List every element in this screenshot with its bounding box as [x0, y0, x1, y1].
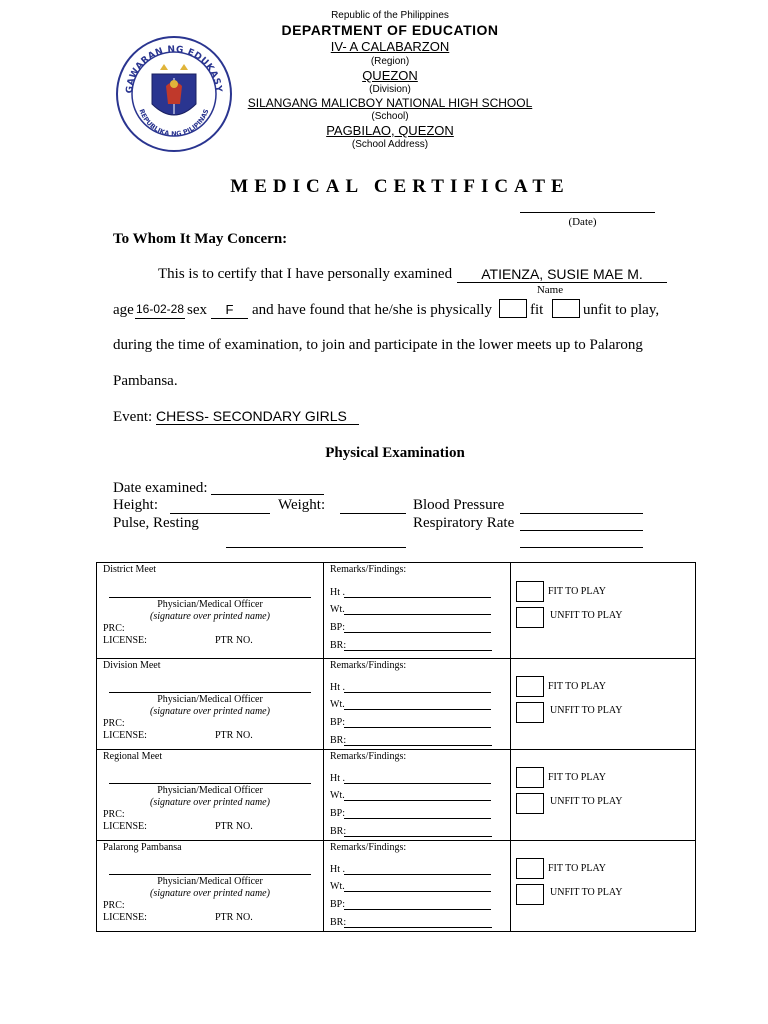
- fit-to-play-checkbox[interactable]: [516, 767, 544, 788]
- ptr-label: PTR NO.: [215, 730, 253, 741]
- bp-label: BP:: [330, 622, 346, 633]
- table-row: [97, 659, 696, 750]
- signature-label: (signature over printed name): [150, 706, 270, 717]
- respiratory-field[interactable]: [520, 530, 643, 531]
- bp-label: BP:: [330, 717, 346, 728]
- bp-label: BP:: [330, 899, 346, 910]
- br-label: BR:: [330, 917, 347, 928]
- signature-line[interactable]: [109, 874, 311, 875]
- fit-to-play-checkbox[interactable]: [516, 676, 544, 697]
- school-label: (School): [371, 111, 409, 122]
- weight-label: Weight:: [278, 497, 326, 513]
- physician-label: Physician/Medical Officer: [157, 785, 263, 796]
- unfit-to-play-checkbox[interactable]: [516, 607, 544, 628]
- meet-name: Palarong Pambansa: [103, 842, 182, 853]
- wt-field[interactable]: [344, 800, 491, 801]
- license-label: LICENSE:: [103, 821, 147, 832]
- ht-label: Ht .: [330, 864, 345, 875]
- license-label: LICENSE:: [103, 635, 147, 646]
- ptr-label: PTR NO.: [215, 635, 253, 646]
- remarks-label: Remarks/Findings:: [330, 751, 407, 762]
- unfit-to-play-label: UNFIT TO PLAY: [550, 796, 623, 807]
- ht-field[interactable]: [344, 783, 491, 784]
- bp-field[interactable]: [344, 909, 491, 910]
- date-label: (Date): [568, 216, 597, 228]
- br-label: BR:: [330, 640, 347, 651]
- department-title: DEPARTMENT OF EDUCATION: [281, 22, 499, 38]
- physician-cell: [97, 750, 324, 841]
- blood-pressure-label: Blood Pressure: [413, 497, 505, 513]
- signature-label: (signature over printed name): [150, 611, 270, 622]
- meets-table: [96, 562, 696, 932]
- unfit-to-play-checkbox[interactable]: [516, 702, 544, 723]
- unfit-to-play-label: UNFIT TO PLAY: [550, 705, 623, 716]
- division-value: QUEZON: [362, 68, 418, 83]
- unfit-to-play-checkbox[interactable]: [516, 793, 544, 814]
- wt-label: Wt.: [330, 790, 345, 801]
- prc-label: PRC:: [103, 718, 125, 729]
- table-row: [97, 841, 696, 932]
- found-text: and have found that he/she is physically: [252, 302, 492, 318]
- fit-to-play-checkbox[interactable]: [516, 581, 544, 602]
- fit-to-play-label: FIT TO PLAY: [548, 772, 606, 783]
- br-field[interactable]: [344, 650, 492, 651]
- date-line[interactable]: [520, 212, 655, 213]
- license-label: LICENSE:: [103, 912, 147, 923]
- age-label: age: [113, 302, 134, 318]
- bp-field[interactable]: [344, 632, 491, 633]
- signature-label: (signature over printed name): [150, 797, 270, 808]
- remarks-label: Remarks/Findings:: [330, 842, 407, 853]
- bp-field[interactable]: [344, 818, 491, 819]
- br-field[interactable]: [344, 836, 492, 837]
- wt-label: Wt.: [330, 604, 345, 615]
- physician-label: Physician/Medical Officer: [157, 876, 263, 887]
- unfit-checkbox[interactable]: [552, 299, 580, 318]
- fit-to-play-label: FIT TO PLAY: [548, 681, 606, 692]
- weight-field[interactable]: [340, 513, 406, 514]
- respiratory-label: Respiratory Rate: [413, 515, 515, 531]
- remarks-cell: [324, 563, 511, 659]
- fit-checkbox[interactable]: [499, 299, 527, 318]
- physician-cell: [97, 563, 324, 659]
- unfit-label: unfit to play,: [583, 302, 660, 318]
- fit-to-play-label: FIT TO PLAY: [548, 586, 606, 597]
- physician-cell: [97, 659, 324, 750]
- event-label: Event:: [113, 409, 153, 425]
- signature-label: (signature over printed name): [150, 888, 270, 899]
- age-field[interactable]: 16-02-28: [135, 302, 185, 319]
- bp-label: BP:: [330, 808, 346, 819]
- table-row: [97, 750, 696, 841]
- meet-name: Regional Meet: [103, 751, 163, 762]
- pulse-field[interactable]: [226, 547, 406, 548]
- name-field[interactable]: ATIENZA, SUSIE MAE M.: [457, 266, 667, 283]
- fitness-cell: [511, 659, 696, 750]
- school-value: SILANGANG MALICBOY NATIONAL HIGH SCHOOL: [247, 96, 533, 110]
- physician-label: Physician/Medical Officer: [157, 694, 263, 705]
- salutation: To Whom It May Concern:: [113, 231, 288, 247]
- fit-label: fit: [530, 302, 544, 318]
- name-label: Name: [536, 284, 564, 296]
- extra-field[interactable]: [520, 547, 643, 548]
- region-value: IV- A CALABARZON: [330, 39, 450, 54]
- fitness-cell: [511, 750, 696, 841]
- address-label: (School Address): [351, 139, 429, 150]
- physical-exam-heading: Physical Examination: [325, 445, 465, 461]
- remarks-label: Remarks/Findings:: [330, 660, 407, 671]
- certify-text: This is to certify that I have personally examined: [158, 266, 453, 282]
- fitness-cell: [511, 563, 696, 659]
- ht-field[interactable]: [344, 692, 491, 693]
- physician-label: Physician/Medical Officer: [157, 599, 263, 610]
- date-examined-label: Date examined:: [113, 480, 208, 496]
- wt-field[interactable]: [344, 891, 491, 892]
- ht-label: Ht .: [330, 682, 345, 693]
- remarks-cell: [324, 841, 511, 932]
- pulse-label: Pulse, Resting: [113, 515, 199, 531]
- ht-label: Ht .: [330, 773, 345, 784]
- remarks-label: Remarks/Findings:: [330, 564, 407, 575]
- prc-label: PRC:: [103, 900, 125, 911]
- height-label: Height:: [113, 497, 158, 513]
- prc-label: PRC:: [103, 809, 125, 820]
- wt-field[interactable]: [344, 614, 491, 615]
- signature-line[interactable]: [109, 597, 311, 598]
- svg-text:REPUBLIKA NG PILIPINAS: REPUBLIKA NG PILIPINAS: [137, 107, 211, 139]
- certificate-title: MEDICAL CERTIFICATE: [230, 176, 570, 197]
- physician-cell: [97, 841, 324, 932]
- height-field[interactable]: [170, 513, 270, 514]
- date-examined-field[interactable]: [211, 494, 324, 495]
- body-line-3: Pambansa.: [113, 373, 178, 389]
- unfit-to-play-label: UNFIT TO PLAY: [550, 887, 623, 898]
- br-label: BR:: [330, 826, 347, 837]
- bp-field[interactable]: [344, 727, 491, 728]
- ptr-label: PTR NO.: [215, 821, 253, 832]
- region-label: (Region): [370, 56, 410, 67]
- event-field[interactable]: CHESS- SECONDARY GIRLS: [156, 408, 359, 425]
- unfit-to-play-checkbox[interactable]: [516, 884, 544, 905]
- ht-field[interactable]: [344, 597, 491, 598]
- table-row: [97, 563, 696, 659]
- prc-label: PRC:: [103, 623, 125, 634]
- fit-to-play-checkbox[interactable]: [516, 858, 544, 879]
- signature-line[interactable]: [109, 692, 311, 693]
- body-line-2: during the time of examination, to join and participate in the lower meets up to Palarong: [113, 337, 643, 353]
- unfit-to-play-label: UNFIT TO PLAY: [550, 610, 623, 621]
- ht-field[interactable]: [344, 874, 491, 875]
- division-label: (Division): [369, 84, 411, 95]
- svg-text:KAGAWARAN NG EDUKASYON: GAWARAN NG EDUKASY: [124, 44, 224, 94]
- meet-name: District Meet: [103, 564, 157, 575]
- republic-text: Republic of the Philippines: [331, 10, 449, 21]
- license-label: LICENSE:: [103, 730, 147, 741]
- remarks-cell: [324, 659, 511, 750]
- sex-field[interactable]: F: [211, 302, 248, 319]
- ptr-label: PTR NO.: [215, 912, 253, 923]
- fit-to-play-label: FIT TO PLAY: [548, 863, 606, 874]
- blood-pressure-field[interactable]: [520, 513, 643, 514]
- fitness-cell: [511, 841, 696, 932]
- br-field[interactable]: [344, 927, 492, 928]
- signature-line[interactable]: [109, 783, 311, 784]
- remarks-cell: [324, 750, 511, 841]
- br-field[interactable]: [344, 745, 492, 746]
- wt-field[interactable]: [344, 709, 491, 710]
- wt-label: Wt.: [330, 881, 345, 892]
- sex-label: sex: [187, 302, 207, 318]
- meet-name: Division Meet: [103, 660, 161, 671]
- address-value: PAGBILAO, QUEZON: [326, 123, 454, 138]
- ht-label: Ht .: [330, 587, 345, 598]
- wt-label: Wt.: [330, 699, 345, 710]
- br-label: BR:: [330, 735, 347, 746]
